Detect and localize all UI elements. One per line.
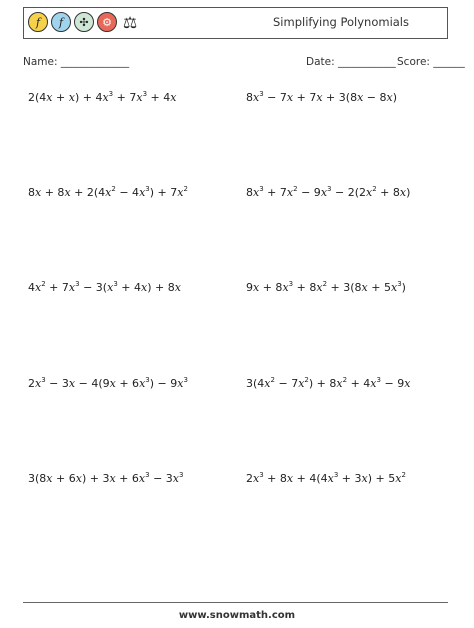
network-diagram-icon: ✣: [74, 12, 94, 32]
problem-9: $3(8x + 6x) + 3x + 6x^3 - 3x^3$: [28, 471, 184, 485]
function-magnifier-icon: f: [28, 12, 48, 32]
icon-row: [28, 12, 140, 32]
problem-5: $4x^2 + 7x^3 - 3(x^3 + 4x) + 8x$: [28, 280, 181, 294]
problem-10: $2x^3 + 8x + 4(4x^3 + 3x) + 5x^2$: [246, 471, 406, 485]
problem-6: $9x + 8x^3 + 8x^2 + 3(8x + 5x^3)$: [246, 280, 406, 294]
problem-1: $2(4x + x) + 4x^3 + 7x^3 + 4x$: [28, 90, 177, 104]
score-field[interactable]: Score: ______: [397, 56, 465, 68]
problem-4: $8x^3 + 7x^2 - 9x^3 - 2(2x^2 + 8x)$: [246, 185, 411, 199]
worksheet-header: [23, 7, 448, 39]
name-field[interactable]: Name: _____________: [23, 56, 130, 68]
magnifier-gear-icon: ⚙: [97, 12, 117, 32]
page-title: Simplifying Polynomials: [273, 15, 409, 29]
problem-2: $8x^3 - 7x + 7x + 3(8x - 8x)$: [246, 90, 398, 104]
footer-url: www.snowmath.com: [178, 610, 296, 621]
balance-scale-icon: ⚖: [120, 12, 140, 32]
function-magnifier-icon: f: [51, 12, 71, 32]
footer-divider: [23, 602, 448, 603]
date-field[interactable]: Date: ___________: [306, 56, 396, 68]
problem-7: $2x^3 - 3x - 4(9x + 6x^3) - 9x^3$: [28, 376, 188, 390]
problem-8: $3(4x^2 - 7x^2) + 8x^2 + 4x^3 - 9x$: [246, 376, 411, 390]
problem-3: $8x + 8x + 2(4x^2 - 4x^3) + 7x^2$: [28, 185, 188, 199]
